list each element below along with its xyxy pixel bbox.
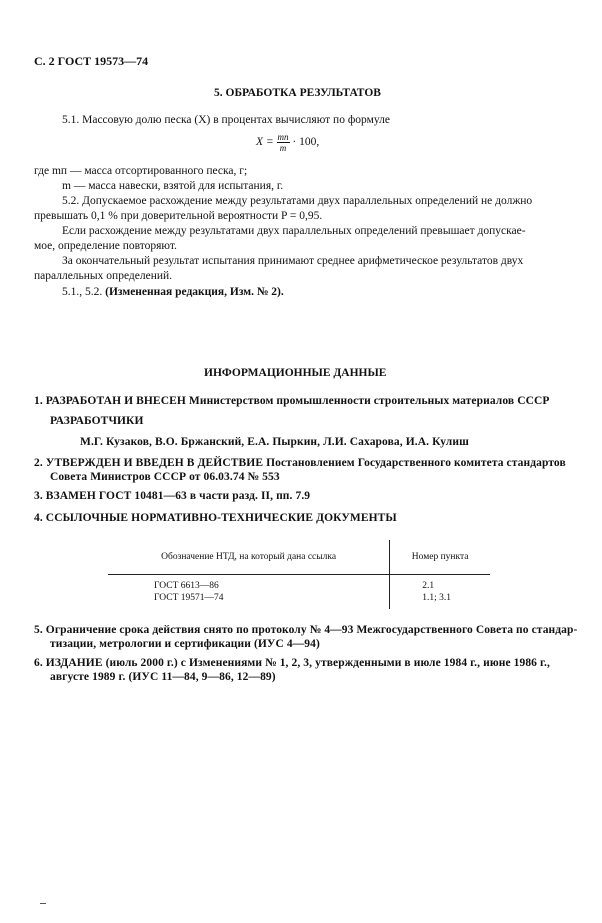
table-header-designation: Обозначение НТД, на который дана ссылка [108, 540, 390, 575]
table-cell-clause: 1.1; 3.1 [422, 593, 452, 603]
paragraph-5-2-line-1: 5.2. Допускаемое расхождение между результатами двух параллельных определений не должно [62, 195, 533, 207]
formula-denominator: m [279, 143, 287, 153]
section-5-title: 5. ОБРАБОТКА РЕЗУЛЬТАТОВ [214, 87, 381, 99]
references-table [108, 540, 490, 609]
revision-note [62, 286, 284, 298]
info-item-1: 1. РАЗРАБОТАН И ВНЕСЕН Министерством промышленности строительных материалов СССР [34, 395, 550, 407]
paragraph-if-line-2: мое, определение повторяют. [34, 240, 177, 252]
page-header: С. 2 ГОСТ 19573—74 [34, 54, 149, 68]
formula-fraction [277, 132, 290, 153]
formula-tail: · 100, [292, 136, 320, 149]
developers-list: М.Г. Кузаков, В.О. Бржанский, Е.А. Пыркин, Л.И. Сахарова, И.А. Кулиш [80, 436, 469, 448]
revision-prefix: 5.1., 5.2. [62, 286, 103, 298]
paragraph-5-1: 5.1. Массовую долю песка (X) в процентах вычисляют по формуле [62, 114, 390, 126]
paragraph-if-line-1: Если расхождение между результатами двух параллельных определений превышает допускае- [62, 225, 526, 237]
info-item-5-line-2: тизации, метрологии и сертификации (ИУС 4—94) [50, 638, 320, 650]
table-header-row [108, 540, 490, 575]
info-item-2-line-2: Совета Министров СССР от 06.03.74 № 553 [50, 471, 280, 483]
page-footer-mark [40, 903, 46, 904]
info-title: ИНФОРМАЦИОННЫЕ ДАННЫЕ [204, 367, 387, 379]
developers-label: РАЗРАБОТЧИКИ [50, 415, 144, 427]
info-item-4: 4. ССЫЛОЧНЫЕ НОРМАТИВНО-ТЕХНИЧЕСКИЕ ДОКУМЕНТЫ [34, 512, 397, 524]
table-cell-designation: ГОСТ 6613—86 [108, 575, 390, 593]
formula [256, 132, 319, 153]
table-row [108, 575, 490, 593]
info-item-5-line-1: 5. Ограничение срока действия снято по протоколу № 4—93 Межгосударственного Совета по стандар- [34, 624, 578, 636]
info-item-2-line-1: 2. УТВЕРЖДЕН И ВВЕДЕН В ДЕЙСТВИЕ Постановлением Государственного комитета стандартов [34, 457, 566, 469]
table-row [108, 592, 490, 609]
revision-text: (Измененная редакция, Изм. № 2). [105, 286, 284, 298]
where-line-2: m — масса навески, взятой для испытания, г. [62, 180, 284, 192]
table-header-clause: Номер пункта [390, 540, 490, 575]
table-cell-clause: 2.1 [422, 581, 435, 591]
paragraph-final-line-1: За окончательный результат испытания принимают среднее арифметическое результатов двух [62, 255, 524, 267]
formula-numerator: mп [277, 132, 289, 142]
info-item-6-line-1: 6. ИЗДАНИЕ (июль 2000 г.) с Изменениями № 1, 2, 3, утвержденными в июле 1984 г., июне 1986 г., [34, 657, 550, 669]
paragraph-final-line-2: параллельных определений. [34, 270, 173, 282]
paragraph-5-2-line-2: превышать 0,1 % при доверительной вероятности P = 0,95. [34, 210, 323, 222]
table-cell-designation: ГОСТ 19571—74 [108, 592, 390, 609]
where-line-1: где mп — масса отсортированного песка, г; [34, 165, 248, 177]
info-item-6-line-2: августе 1989 г. (ИУС 11—84, 9—86, 12—89) [50, 671, 276, 683]
info-item-3: 3. ВЗАМЕН ГОСТ 10481—63 в части разд. II, пп. 7.9 [34, 490, 311, 502]
formula-lhs: X = [256, 136, 274, 149]
